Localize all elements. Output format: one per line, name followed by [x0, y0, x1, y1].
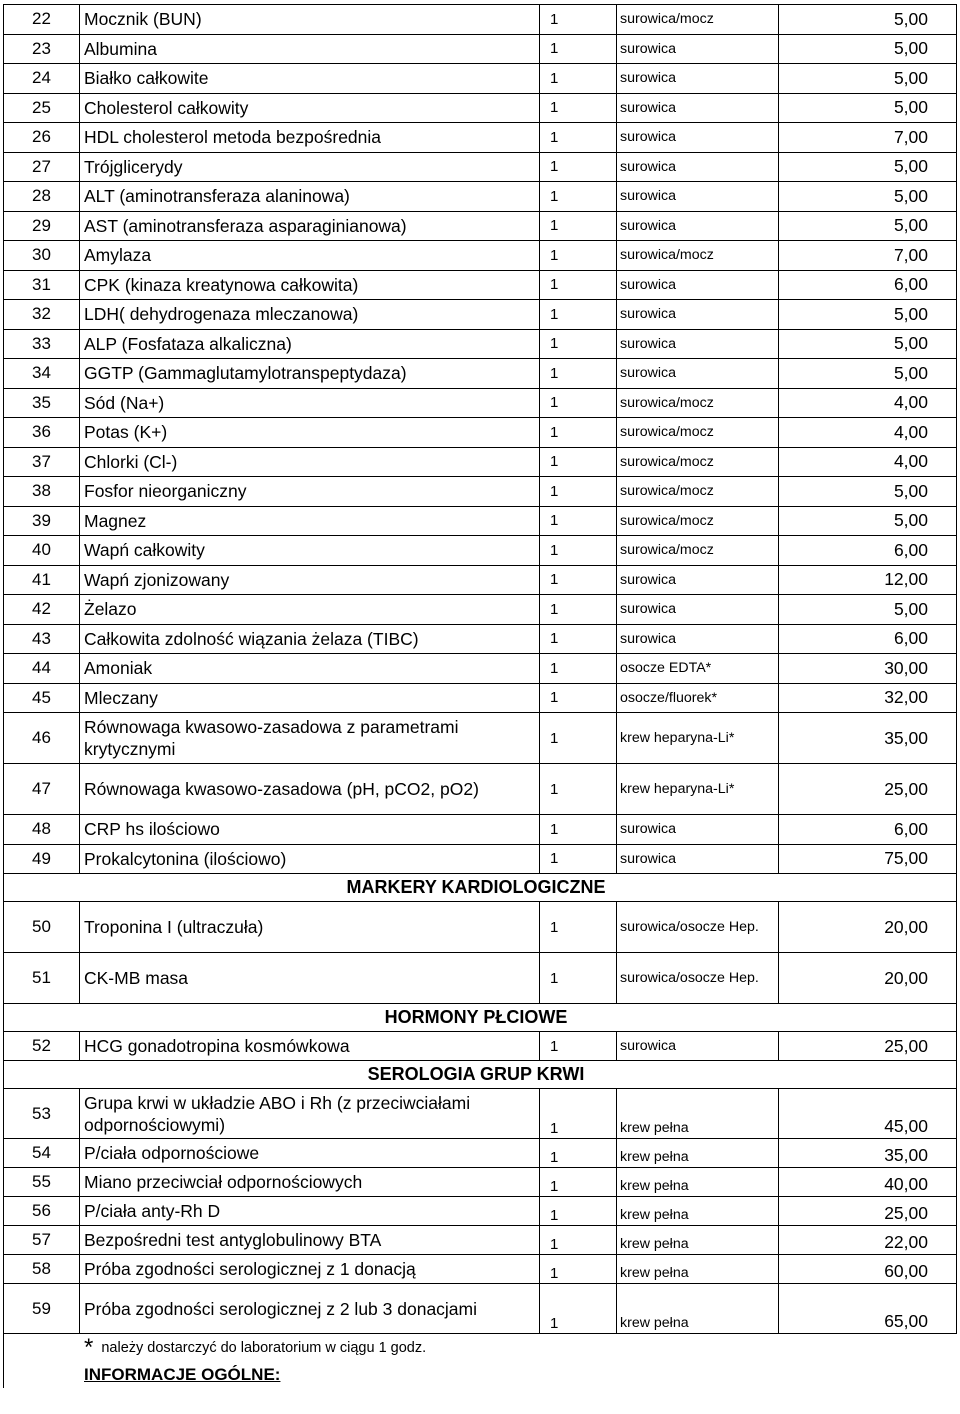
table-row [4, 536, 957, 566]
price: 30,00 [779, 654, 957, 684]
sample-material: osocze EDTA* [617, 654, 779, 684]
test-name: Chlorki (Cl-) [80, 447, 540, 477]
row-number: 26 [4, 123, 80, 153]
quantity: 1 [540, 447, 617, 477]
row-number: 41 [4, 565, 80, 595]
sample-material: surowica [617, 329, 779, 359]
sample-material: surowica/mocz [617, 388, 779, 418]
table-row [4, 624, 957, 654]
section-heading: SEROLOGIA GRUP KRWI [4, 1061, 957, 1089]
sample-material: krew pełna [617, 1139, 779, 1168]
price: 35,00 [779, 713, 957, 764]
test-name: Prokalcytonina (ilościowo) [80, 844, 540, 874]
table-row [4, 477, 957, 507]
quantity: 1 [540, 713, 617, 764]
test-name: Wapń całkowity [80, 536, 540, 566]
price: 5,00 [779, 64, 957, 94]
test-name: Próba zgodności serologicznej z 1 donacją [80, 1255, 540, 1284]
table-row [4, 1168, 957, 1197]
table-row [4, 64, 957, 94]
price: 6,00 [779, 536, 957, 566]
price: 7,00 [779, 123, 957, 153]
section-serology [4, 1061, 957, 1089]
quantity: 1 [540, 683, 617, 713]
quantity: 1 [540, 506, 617, 536]
sample-material: surowica [617, 64, 779, 94]
price: 5,00 [779, 595, 957, 625]
test-name: Próba zgodności serologicznej z 2 lub 3 donacjami [80, 1284, 540, 1334]
sample-material: surowica [617, 624, 779, 654]
price: 25,00 [779, 1032, 957, 1061]
quantity: 1 [540, 241, 617, 271]
quantity: 1 [540, 1139, 617, 1168]
price: 40,00 [779, 1168, 957, 1197]
row-number: 32 [4, 300, 80, 330]
quantity: 1 [540, 477, 617, 507]
sample-material: krew pełna [617, 1197, 779, 1226]
sample-material: surowica [617, 270, 779, 300]
sample-material: surowica/mocz [617, 506, 779, 536]
test-name: Całkowita zdolność wiązania żelaza (TIBC) [80, 624, 540, 654]
table-row [4, 683, 957, 713]
price: 6,00 [779, 624, 957, 654]
quantity: 1 [540, 654, 617, 684]
price: 5,00 [779, 93, 957, 123]
quantity: 1 [540, 270, 617, 300]
table-row [4, 93, 957, 123]
test-name: Miano przeciwciał odpornościowych [80, 1168, 540, 1197]
sample-material: surowica [617, 34, 779, 64]
price: 6,00 [779, 270, 957, 300]
sample-material: surowica [617, 182, 779, 212]
quantity: 1 [540, 1284, 617, 1334]
quantity: 1 [540, 595, 617, 625]
test-name: P/ciała odpornościowe [80, 1139, 540, 1168]
price: 4,00 [779, 447, 957, 477]
section-heading: MARKERY KARDIOLOGICZNE [4, 874, 957, 902]
quantity: 1 [540, 5, 617, 35]
test-name: ALP (Fosfataza alkaliczna) [80, 329, 540, 359]
sample-material: surowica/mocz [617, 536, 779, 566]
sample-material: surowica [617, 300, 779, 330]
row-number: 33 [4, 329, 80, 359]
price: 5,00 [779, 182, 957, 212]
row-number: 43 [4, 624, 80, 654]
row-number: 38 [4, 477, 80, 507]
table-row [4, 418, 957, 448]
info-heading: INFORMACJE OGÓLNE: [4, 1362, 957, 1388]
sample-material: surowica/mocz [617, 5, 779, 35]
footnote-row [4, 1334, 957, 1363]
table-row [4, 1032, 957, 1061]
quantity: 1 [540, 300, 617, 330]
test-name: CK-MB masa [80, 953, 540, 1004]
test-name: LDH( dehydrogenaza mleczanowa) [80, 300, 540, 330]
row-number: 39 [4, 506, 80, 536]
price-list-sheet [3, 4, 956, 1388]
test-name: HDL cholesterol metoda bezpośrednia [80, 123, 540, 153]
sample-material: surowica [617, 152, 779, 182]
test-name: Mocznik (BUN) [80, 5, 540, 35]
price: 4,00 [779, 388, 957, 418]
table-row [4, 953, 957, 1004]
row-number: 34 [4, 359, 80, 389]
row-number: 49 [4, 844, 80, 874]
test-name: Cholesterol całkowity [80, 93, 540, 123]
sample-material: surowica [617, 359, 779, 389]
row-number: 52 [4, 1032, 80, 1061]
test-name: Wapń zjonizowany [80, 565, 540, 595]
price: 7,00 [779, 241, 957, 271]
price: 5,00 [779, 152, 957, 182]
sample-material: krew pełna [617, 1284, 779, 1334]
table-row [4, 764, 957, 815]
quantity: 1 [540, 1168, 617, 1197]
quantity: 1 [540, 64, 617, 94]
price: 5,00 [779, 477, 957, 507]
sample-material: surowica [617, 211, 779, 241]
quantity: 1 [540, 388, 617, 418]
quantity: 1 [540, 844, 617, 874]
test-name: CPK (kinaza kreatynowa całkowita) [80, 270, 540, 300]
test-name: Magnez [80, 506, 540, 536]
sample-material: surowica [617, 93, 779, 123]
sample-material: surowica [617, 565, 779, 595]
table-row [4, 565, 957, 595]
table-row [4, 241, 957, 271]
table-row [4, 595, 957, 625]
test-name: Troponina I (ultraczuła) [80, 902, 540, 953]
table-row [4, 844, 957, 874]
price: 45,00 [779, 1089, 957, 1139]
table-row [4, 713, 957, 764]
quantity: 1 [540, 1089, 617, 1139]
test-name: Żelazo [80, 595, 540, 625]
table-row [4, 388, 957, 418]
test-name: Bezpośredni test antyglobulinowy BTA [80, 1226, 540, 1255]
table-row [4, 329, 957, 359]
info-row [4, 1362, 957, 1388]
price: 75,00 [779, 844, 957, 874]
row-number: 57 [4, 1226, 80, 1255]
row-number: 59 [4, 1284, 80, 1334]
sample-material: osocze/fluorek* [617, 683, 779, 713]
price: 4,00 [779, 418, 957, 448]
section-cardio [4, 874, 957, 902]
quantity: 1 [540, 1197, 617, 1226]
row-number: 56 [4, 1197, 80, 1226]
test-name: Trójglicerydy [80, 152, 540, 182]
section-hormones [4, 1004, 957, 1032]
sample-material: surowica/mocz [617, 418, 779, 448]
sample-material: surowica/mocz [617, 241, 779, 271]
quantity: 1 [540, 123, 617, 153]
table-row [4, 152, 957, 182]
quantity: 1 [540, 1032, 617, 1061]
price: 5,00 [779, 329, 957, 359]
footnote-asterisk: * [84, 1334, 94, 1361]
row-number: 42 [4, 595, 80, 625]
table-row [4, 1197, 957, 1226]
price: 65,00 [779, 1284, 957, 1334]
sample-material: surowica/osocze Hep. [617, 953, 779, 1004]
row-number: 29 [4, 211, 80, 241]
row-number: 24 [4, 64, 80, 94]
sample-material: krew pełna [617, 1168, 779, 1197]
sample-material: surowica/mocz [617, 477, 779, 507]
price: 20,00 [779, 953, 957, 1004]
table-row [4, 654, 957, 684]
quantity: 1 [540, 1226, 617, 1255]
quantity: 1 [540, 211, 617, 241]
test-name: GGTP (Gammaglutamylotranspeptydaza) [80, 359, 540, 389]
price: 5,00 [779, 506, 957, 536]
price: 5,00 [779, 359, 957, 389]
table-row [4, 300, 957, 330]
table-row [4, 506, 957, 536]
price: 12,00 [779, 565, 957, 595]
row-number: 54 [4, 1139, 80, 1168]
test-name: Sód (Na+) [80, 388, 540, 418]
row-number: 44 [4, 654, 80, 684]
row-number: 58 [4, 1255, 80, 1284]
test-name: Fosfor nieorganiczny [80, 477, 540, 507]
row-number: 53 [4, 1089, 80, 1139]
price: 25,00 [779, 1197, 957, 1226]
table-row [4, 902, 957, 953]
row-number: 30 [4, 241, 80, 271]
sample-material: krew pełna [617, 1089, 779, 1139]
quantity: 1 [540, 329, 617, 359]
sample-material: krew heparyna-Li* [617, 764, 779, 815]
sample-material: krew pełna [617, 1255, 779, 1284]
row-number: 55 [4, 1168, 80, 1197]
test-name: Mleczany [80, 683, 540, 713]
row-number: 35 [4, 388, 80, 418]
row-number: 28 [4, 182, 80, 212]
sample-material: surowica [617, 123, 779, 153]
price: 5,00 [779, 34, 957, 64]
test-name: P/ciała anty-Rh D [80, 1197, 540, 1226]
row-number: 47 [4, 764, 80, 815]
sample-material: krew heparyna-Li* [617, 713, 779, 764]
row-number: 27 [4, 152, 80, 182]
table-row [4, 447, 957, 477]
price: 6,00 [779, 815, 957, 845]
quantity: 1 [540, 624, 617, 654]
test-name: Albumina [80, 34, 540, 64]
row-number: 31 [4, 270, 80, 300]
row-number: 48 [4, 815, 80, 845]
table-row [4, 1089, 957, 1139]
table-row [4, 123, 957, 153]
table-row [4, 182, 957, 212]
quantity: 1 [540, 418, 617, 448]
price: 20,00 [779, 902, 957, 953]
quantity: 1 [540, 764, 617, 815]
table-row [4, 211, 957, 241]
test-name: Potas (K+) [80, 418, 540, 448]
quantity: 1 [540, 902, 617, 953]
row-number: 37 [4, 447, 80, 477]
sample-material: surowica/mocz [617, 447, 779, 477]
price: 5,00 [779, 300, 957, 330]
row-number: 25 [4, 93, 80, 123]
quantity: 1 [540, 815, 617, 845]
quantity: 1 [540, 565, 617, 595]
table-row [4, 1284, 957, 1334]
table-row [4, 1226, 957, 1255]
test-name: HCG gonadotropina kosmówkowa [80, 1032, 540, 1061]
row-number: 51 [4, 953, 80, 1004]
table-row [4, 1139, 957, 1168]
section-heading: HORMONY PŁCIOWE [4, 1004, 957, 1032]
row-number: 40 [4, 536, 80, 566]
price: 25,00 [779, 764, 957, 815]
table-row [4, 815, 957, 845]
price: 5,00 [779, 211, 957, 241]
price: 32,00 [779, 683, 957, 713]
sample-material: surowica [617, 1032, 779, 1061]
sample-material: surowica [617, 844, 779, 874]
quantity: 1 [540, 359, 617, 389]
price-table [3, 4, 957, 1388]
sample-material: surowica [617, 595, 779, 625]
price: 35,00 [779, 1139, 957, 1168]
quantity: 1 [540, 182, 617, 212]
test-name: Grupa krwi w układzie ABO i Rh (z przeciwciałami odpornościowymi) [80, 1089, 540, 1139]
test-name: Amylaza [80, 241, 540, 271]
test-name: Amoniak [80, 654, 540, 684]
row-number: 45 [4, 683, 80, 713]
test-name: Równowaga kwasowo-zasadowa (pH, pCO2, pO2) [80, 764, 540, 815]
footnote-text: należy dostarczyć do laboratorium w ciągu 1 godz. [101, 1339, 427, 1356]
quantity: 1 [540, 953, 617, 1004]
table-row [4, 34, 957, 64]
row-number: 23 [4, 34, 80, 64]
quantity: 1 [540, 1255, 617, 1284]
price: 60,00 [779, 1255, 957, 1284]
row-number: 22 [4, 5, 80, 35]
sample-material: surowica/osocze Hep. [617, 902, 779, 953]
table-row [4, 270, 957, 300]
sample-material: surowica [617, 815, 779, 845]
quantity: 1 [540, 34, 617, 64]
test-name: Równowaga kwasowo-zasadowa z parametrami krytycznymi [80, 713, 540, 764]
price: 22,00 [779, 1226, 957, 1255]
row-number: 36 [4, 418, 80, 448]
row-number: 46 [4, 713, 80, 764]
row-number: 50 [4, 902, 80, 953]
table-row [4, 1255, 957, 1284]
table-row [4, 5, 957, 35]
test-name: Białko całkowite [80, 64, 540, 94]
sample-material: krew pełna [617, 1226, 779, 1255]
price: 5,00 [779, 5, 957, 35]
test-name: CRP hs ilościowo [80, 815, 540, 845]
quantity: 1 [540, 93, 617, 123]
quantity: 1 [540, 152, 617, 182]
quantity: 1 [540, 536, 617, 566]
test-name: ALT (aminotransferaza alaninowa) [80, 182, 540, 212]
test-name: AST (aminotransferaza asparaginianowa) [80, 211, 540, 241]
table-row [4, 359, 957, 389]
